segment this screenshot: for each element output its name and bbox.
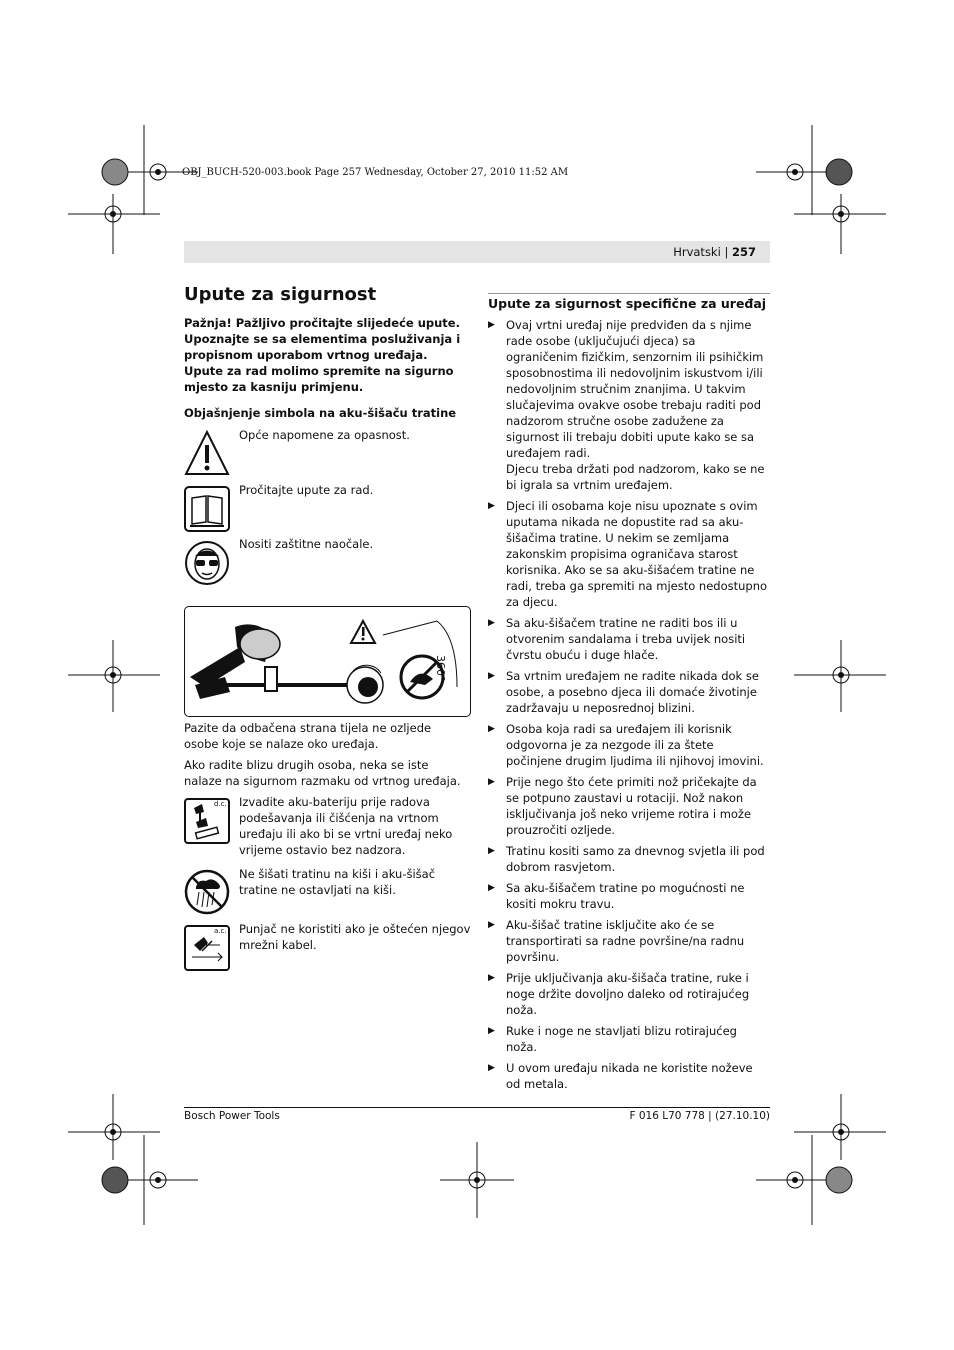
bullet-icon: ▶: [488, 973, 495, 983]
list-item-text: Prije uključivanja aku-šišača tratine, ruke i noge držite dovoljno daleko od rotirajućeg noža.: [506, 971, 750, 1017]
no-rain-icon: [184, 869, 230, 915]
list-item: [488, 1060, 770, 1092]
list-item-text: U ovom uređaju nikada ne koristite noževe od metala.: [506, 1061, 753, 1091]
paragraph-distance: Ako radite blizu drugih osoba, neka se iste nalaze na sigurnom razmaku od vrtnog uređaja.: [184, 758, 461, 788]
footer-rule: [184, 1107, 770, 1108]
angle-label: 360°: [434, 655, 447, 682]
safety-goggles-icon: [184, 540, 230, 586]
device-safety-list: [488, 317, 770, 1097]
bullet-icon: ▶: [488, 724, 495, 734]
header-language: Hrvatski: [673, 245, 721, 259]
bullet-icon: ▶: [488, 846, 495, 856]
list-item: [488, 880, 770, 912]
symbol-text-goggles: Nositi zaštitne naočale.: [239, 537, 374, 551]
list-item-text: Sa aku-šišačem tratine ne raditi bos ili u otvorenim sandalama i treba uvijek nositi čvrstu obuću i duge hlače.: [506, 616, 746, 662]
list-item: [488, 721, 770, 769]
list-item-text: Tratinu kositi samo za dnevnog svjetla ili pod dobrom rasvjetom.: [506, 844, 765, 874]
warning-triangle-icon: [184, 430, 230, 476]
list-item: [488, 498, 770, 610]
list-item-text: Ovaj vrtni uređaj nije predviđen da s njime rade osobe (uključujući djeca) sa ograničenim fizičkim, senzornim ili psihičkim sposobnostima ili nedovoljnim iskustvom i/ili nedovoljnim stručnim znanjima. U takvim slučajevima ovakve osobe trebaju raditi pod nadzorom stručne osobe zadužene za sigurnost ili trebaju dobiti upute kako se sa uređajem radi.: [506, 318, 764, 460]
trimmer-user-drawing: [185, 607, 470, 716]
list-item-text: Ruke i noge ne stavljati blizu rotirajućeg noža.: [506, 1024, 737, 1054]
symbol-text-warning: Opće napomene za opasnost.: [239, 428, 410, 442]
print-info-line: OBJ_BUCH-520-003.book Page 257 Wednesday, October 27, 2010 11:52 AM: [182, 167, 569, 178]
bullet-icon: ▶: [488, 1063, 495, 1073]
footer-doc-number: F 016 L70 778 | (27.10.10): [629, 1110, 770, 1122]
symbol-text-damaged-cable: Punjač ne koristiti ako je oštećen njegov mrežni kabel.: [239, 922, 471, 952]
bullet-icon: ▶: [488, 501, 495, 511]
symbols-heading: Objašnjenje simbola na aku-šišaču tratine: [184, 406, 457, 420]
symbol-text-remove-battery: Izvadite aku-bateriju prije radova podešavanja ili čišćenja na vrtnom uređaju ili ako bi se vrtni uređaj neko vrijeme ostavio bez nadzora.: [239, 795, 453, 857]
list-item-text: Sa aku-šišačem tratine po mogućnosti ne kositi mokru travu.: [506, 881, 745, 911]
footer-brand: Bosch Power Tools: [184, 1110, 280, 1122]
bullet-icon: ▶: [488, 777, 495, 787]
list-item-text: Aku-šišač tratine isključite ako će se transportirati sa radne površine/na radnu površinu.: [506, 918, 745, 964]
running-header: [184, 241, 770, 263]
bullet-icon: ▶: [488, 1026, 495, 1036]
list-item: [488, 1023, 770, 1055]
header-separator: |: [724, 245, 729, 259]
bullet-icon: ▶: [488, 920, 495, 930]
paragraph-debris: Pazite da odbačena strana tijela ne ozljede osobe koje se nalaze oko uređaja.: [184, 721, 432, 751]
symbol-text-manual: Pročitajte upute za rad.: [239, 483, 374, 497]
bullet-icon: ▶: [488, 618, 495, 628]
bullet-icon: ▶: [488, 320, 495, 330]
symbol-text-no-rain: Ne šišati tratinu na kiši i aku-šišač tratine ne ostavljati na kiši.: [239, 867, 436, 897]
list-item: [488, 668, 770, 716]
page-title: Upute za sigurnost: [184, 284, 377, 305]
badge-dc: d.c.: [214, 800, 227, 808]
list-item-text: Sa vrtnim uređajem ne radite nikada dok se osobe, a posebno djeca ili domaće životinje zadržavaju u neposrednoj blizini.: [506, 669, 759, 715]
list-item-extra: Djecu treba držati pod nadzorom, kako se ne bi igrala sa vrtnim uređajem.: [506, 462, 765, 492]
header-text: [673, 245, 756, 259]
list-item-text: Prije nego što ćete primiti nož pričekajte da se potpuno zaustavi u rotaciji. Nož nakon isključivanja još neko vrijeme rotira i može prouzročiti ozljede.: [506, 775, 757, 837]
list-item: [488, 970, 770, 1018]
device-safety-heading: Upute za sigurnost specifične za uređaj: [488, 293, 770, 311]
badge-ac: a.c.: [214, 927, 227, 935]
safety-distance-illustration: [184, 606, 471, 717]
list-item: [488, 774, 770, 838]
bullet-icon: ▶: [488, 883, 495, 893]
intro-warning: Pažnja! Pažljivo pročitajte slijedeće upute. Upoznajte se sa elementima posluživanja i propisnom uporabom vrtnog uređaja. Upute za rad molimo spremite na sigurno mjesto za kasniju primjenu.: [184, 316, 461, 394]
header-page-number: 257: [731, 245, 756, 259]
list-item: [488, 917, 770, 965]
manual-book-icon: [184, 486, 230, 532]
list-item-text: Djeci ili osobama koje nisu upoznate s ovim uputama nikada ne dopustite rad sa aku-šišačima tratine. U nekim se zemljama zakonskim propisima ograničava starost korisnika. Ako se sa aku-šišaćem tratine ne radi, treba ga spremiti na mjesto nedostupno za djecu.: [506, 499, 768, 609]
bullet-icon: ▶: [488, 671, 495, 681]
list-item: [488, 843, 770, 875]
list-item: [488, 317, 770, 493]
list-item-text: Osoba koja radi sa uređajem ili korisnik odgovorna je za nezgode ili za štete počinjene drugim ljudima ili njihovoj imovini.: [506, 722, 764, 768]
list-item: [488, 615, 770, 663]
